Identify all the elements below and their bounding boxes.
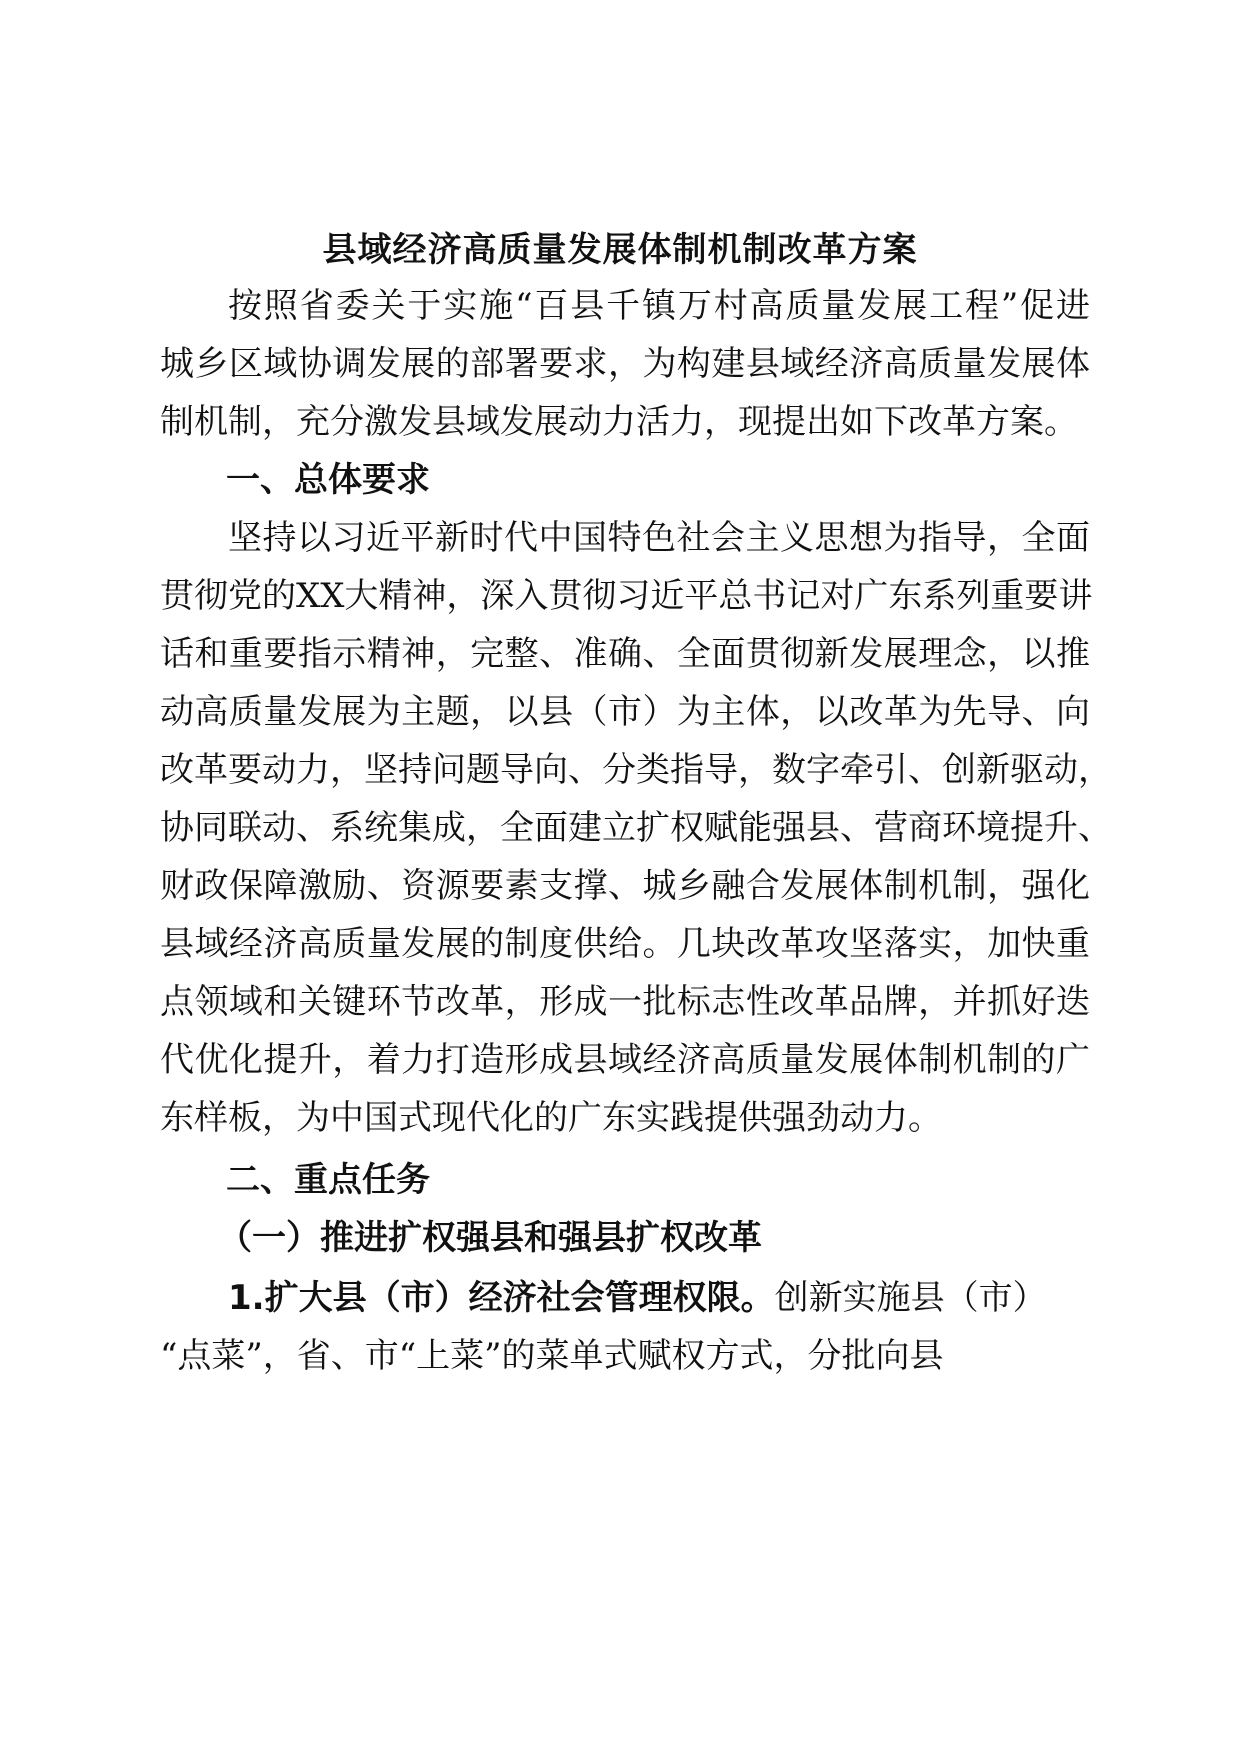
section1-line-4: 动高质量发展为主题，以县（市）为主体，以改革为先导、向: [160, 692, 1090, 732]
item1-text: 创新实施县（市）: [774, 1278, 1047, 1318]
section1-line-2: 贯彻党的XX大精神，深入贯彻习近平总书记对广东系列重要讲: [160, 576, 1093, 616]
section2-heading: 二、重点任务: [226, 1160, 430, 1200]
section1-line-11: 东样板，为中国式现代化的广东实践提供强劲动力。: [160, 1098, 942, 1138]
section1-line-3: 话和重要指示精神，完整、准确、全面贯彻新发展理念，以推: [160, 634, 1090, 674]
section1-line-7: 财政保障激励、资源要素支撑、城乡融合发展体制机制，强化: [160, 866, 1090, 906]
intro-line-2: 城乡区域协调发展的部署要求，为构建县域经济高质量发展体: [160, 344, 1090, 384]
section1-line-10: 代优化提升，着力打造形成县域经济高质量发展体制机制的广: [160, 1040, 1090, 1080]
document-title: 县域经济高质量发展体制机制改革方案: [322, 230, 918, 270]
item1-line-2: “点菜”，省、市“上菜”的菜单式赋权方式，分批向县: [160, 1336, 944, 1376]
section1-line-5: 改革要动力，坚持问题导向、分类指导，数字牵引、创新驱动，: [160, 750, 1112, 790]
intro-line-3: 制机制，充分激发县域发展动力活力，现提出如下改革方案。: [160, 402, 1078, 442]
section1-heading: 一、总体要求: [226, 460, 430, 500]
item1-line-1: [228, 1278, 1090, 1318]
section1-line-8: 县域经济高质量发展的制度供给。几块改革攻坚落实，加快重: [160, 924, 1090, 964]
item1-title: 1.扩大县（市）经济社会管理权限。: [228, 1278, 775, 1318]
intro-line-1: 按照省委关于实施“百县千镇万村高质量发展工程”促进: [228, 286, 1090, 326]
section1-line-6: 协同联动、系统集成，全面建立扩权赋能强县、营商环境提升、: [160, 808, 1112, 848]
section1-line-1: 坚持以习近平新时代中国特色社会主义思想为指导，全面: [228, 518, 1090, 558]
subsection1-heading: （一）推进扩权强县和强县扩权改革: [218, 1218, 762, 1258]
section1-line-9: 点领域和关键环节改革，形成一批标志性改革品牌，并抓好迭: [160, 982, 1090, 1022]
